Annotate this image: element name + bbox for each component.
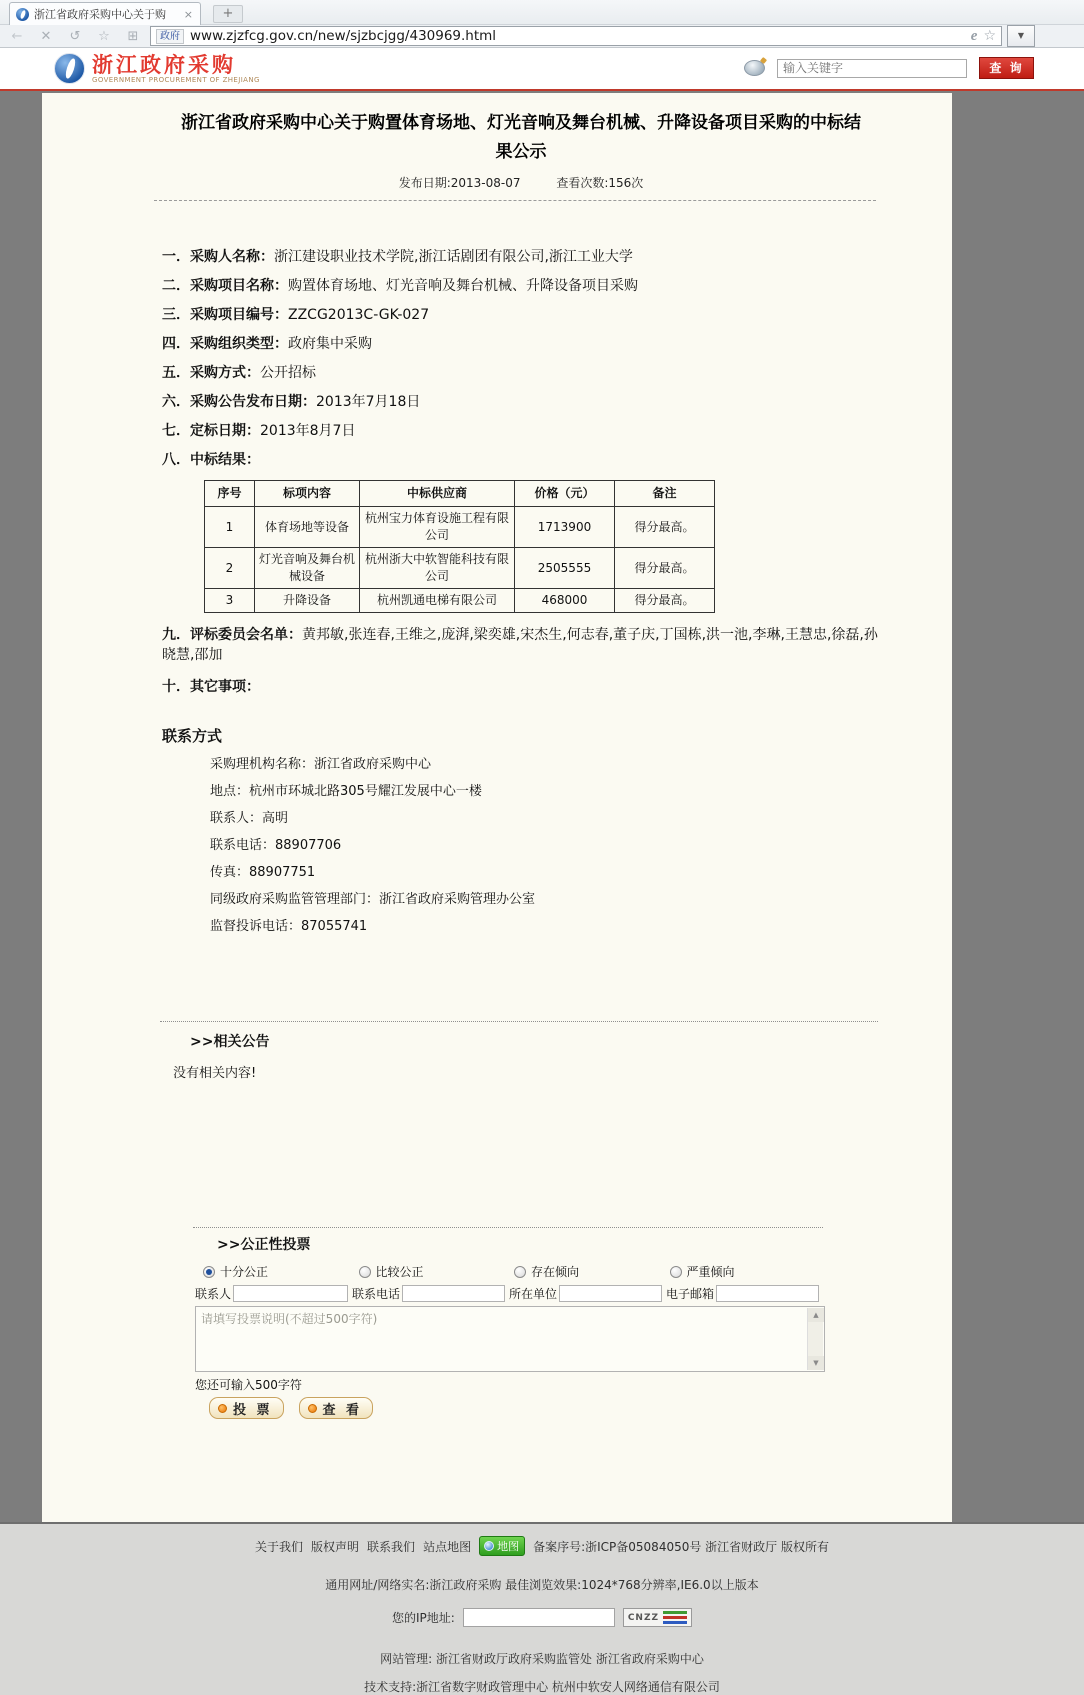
item-other: 十．其它事项：: [162, 679, 260, 695]
item-award-date: 七．定标日期：2013年8月7日: [162, 423, 356, 439]
vote-heading: >>公正性投票: [217, 1237, 311, 1253]
page-title: 浙江省政府采购中心关于购置体育场地、灯光音响及舞台机械、升降设备项目采购的中标结果公示: [181, 113, 861, 162]
contact-supervisor: 同级政府采购监管管理部门：浙江省政府采购管理办公室: [210, 892, 536, 907]
announcement-items: [162, 247, 880, 470]
footer-management-line: 网站管理: 浙江省财政厅政府采购监管处 浙江省政府采购中心: [380, 1652, 704, 1666]
contact-fax: 传真：88907751: [210, 865, 316, 880]
footer-link-sitemap[interactable]: 站点地图: [423, 1539, 472, 1554]
url-text[interactable]: www.zjzfcg.gov.cn/new/sjzbcjgg/430969.html: [190, 28, 497, 44]
tab-bar: [0, 0, 1084, 25]
contact-name-input[interactable]: [233, 1285, 348, 1302]
scroll-up-icon[interactable]: ▲: [808, 1308, 824, 1322]
field-contact-phone: 联系电话: [352, 1285, 509, 1302]
site-identity-badge: 政府: [156, 29, 184, 44]
result-table: [204, 480, 715, 613]
footer-browser-hint: 通用网址/网络实名:浙江政府采购 最佳浏览效果:1024*768分辨率,IE6.0以上版本: [325, 1578, 759, 1592]
textarea-scrollbar[interactable]: [807, 1308, 823, 1370]
grid-icon[interactable]: ⊞: [127, 28, 139, 44]
radio-icon[interactable]: [359, 1266, 371, 1278]
site-logo[interactable]: [54, 53, 260, 84]
publish-date: 发布日期:2013-08-07: [398, 176, 521, 190]
address-dropdown-button[interactable]: ▼: [1007, 25, 1035, 47]
search-input[interactable]: [777, 59, 967, 78]
footer-support-line: 技术支持:浙江省数字财政管理中心 杭州中软安人网络通信有限公司: [364, 1680, 720, 1694]
ip-label: 您的IP地址:: [391, 1611, 455, 1625]
bookmark-star-icon[interactable]: ☆: [983, 28, 996, 44]
logo-globe-icon: [54, 53, 85, 84]
back-icon[interactable]: ←: [11, 28, 23, 44]
browser-tab[interactable]: [9, 2, 201, 25]
vote-options: [203, 1263, 825, 1280]
footer-record-text: 备案序号:浙ICP备05084050号 浙江省财政厅 版权所有: [533, 1539, 829, 1554]
scroll-down-icon[interactable]: ▼: [808, 1356, 824, 1370]
contact-person: 联系人：高明: [210, 811, 289, 826]
view-count: 查看次数:156次: [556, 176, 644, 190]
bullet-icon: [218, 1404, 227, 1413]
site-footer: [0, 1522, 1084, 1695]
bullet-icon: [308, 1404, 317, 1413]
vote-buttons: [209, 1397, 825, 1419]
radio-icon[interactable]: [514, 1266, 526, 1278]
meta-divider: [154, 200, 876, 201]
browser-chrome: [0, 0, 1084, 48]
view-votes-button[interactable]: 查 看: [299, 1397, 374, 1419]
address-bar[interactable]: [150, 26, 1002, 46]
vote-option-severely-biased[interactable]: 严重倾向: [670, 1263, 826, 1280]
vote-fields: [195, 1285, 825, 1302]
related-heading: >>相关公告: [190, 1034, 270, 1050]
col-remark: 备注: [615, 481, 715, 507]
contact-complaint-phone: 监督投诉电话：87055741: [210, 919, 368, 934]
table-row: 1 体育场地等设备 杭州宝力体育设施工程有限公司 1713900 得分最高。: [205, 507, 715, 548]
col-price: 价格（元）: [515, 481, 615, 507]
refresh-icon[interactable]: ↺: [69, 28, 81, 44]
ip-address-input[interactable]: [463, 1608, 615, 1627]
vote-section: [195, 1227, 825, 1419]
stop-icon[interactable]: ✕: [40, 28, 52, 44]
col-lot: 标项内容: [255, 481, 360, 507]
contact-agency: 采购理机构名称：浙江省政府采购中心: [210, 757, 432, 772]
browser-toolbar: [0, 25, 1084, 47]
footer-link-contact[interactable]: 联系我们: [367, 1539, 416, 1554]
map-globe-icon: [484, 1541, 494, 1551]
item-project-no: 三．采购项目编号：ZZCG2013C-GK-027: [162, 307, 430, 323]
contact-phone-input[interactable]: [402, 1285, 505, 1302]
map-badge[interactable]: 地图: [479, 1536, 525, 1556]
related-empty-text: 没有相关内容!: [173, 1066, 257, 1081]
col-supplier: 中标供应商: [360, 481, 515, 507]
vote-option-biased[interactable]: 存在倾向: [514, 1263, 670, 1280]
submit-vote-button[interactable]: 投 票: [209, 1397, 284, 1419]
table-row: 2 灯光音响及舞台机械设备 杭州浙大中软智能科技有限公司 2505555 得分最高。: [205, 548, 715, 589]
item-project-name: 二．采购项目名称：购置体育场地、灯光音响及舞台机械、升降设备项目采购: [162, 278, 638, 294]
item-committee: 九．评标委员会名单：黄邦敏,张连春,王维之,庞湃,梁奕雄,宋杰生,何志春,董子庆,丁国栋,洪一池,李琳,王慧忠,徐磊,孙晓慧,邵加: [162, 627, 878, 663]
related-section: [162, 1021, 880, 1081]
compatibility-view-icon[interactable]: e: [970, 27, 978, 44]
table-header-row: [205, 481, 715, 507]
site-search: [744, 57, 1034, 79]
vote-comment-textarea[interactable]: [195, 1306, 825, 1372]
site-favicon-icon: [16, 8, 29, 21]
vote-divider: [193, 1227, 823, 1228]
field-contact-name: 联系人: [195, 1285, 352, 1302]
favorites-star-icon[interactable]: ☆: [98, 28, 110, 44]
tab-close-icon[interactable]: ×: [183, 7, 193, 21]
email-input[interactable]: [716, 1285, 819, 1302]
item-result: 八．中标结果：: [162, 452, 260, 468]
cnzz-stripes-icon: [663, 1611, 687, 1624]
field-email: 电子邮箱: [666, 1285, 823, 1302]
item-org-type: 四．采购组织类型：政府集中采购: [162, 336, 372, 352]
article-meta: [162, 174, 880, 191]
remaining-chars-hint: 您还可输入500字符: [195, 1378, 302, 1392]
logo-title: 浙江政府采购: [92, 52, 236, 77]
contact-heading: 联系方式: [162, 727, 223, 745]
vote-option-mostly-fair[interactable]: 比较公正: [359, 1263, 515, 1280]
radio-icon[interactable]: [670, 1266, 682, 1278]
footer-links-line: [0, 1536, 1084, 1556]
content-panel: [42, 93, 952, 1522]
logo-subtitle: GOVERNMENT PROCUREMENT OF ZHEJIANG: [92, 75, 260, 84]
footer-ip-line: [0, 1608, 1084, 1627]
search-button[interactable]: 查 询: [979, 57, 1034, 79]
table-row: 3 升降设备 杭州凯通电梯有限公司 468000 得分最高。: [205, 589, 715, 613]
item-method: 五．采购方式：公开招标: [162, 365, 316, 381]
site-header: [0, 48, 1084, 91]
footer-link-about[interactable]: 关于我们: [255, 1539, 304, 1554]
contact-address: 地点：杭州市环城北路305号耀江发展中心一楼: [210, 784, 482, 799]
item-notice-date: 六．采购公告发布日期：2013年7月18日: [162, 394, 421, 410]
cnzz-counter-badge[interactable]: CNZZ: [623, 1608, 692, 1627]
new-tab-button[interactable]: +: [213, 5, 243, 23]
work-unit-input[interactable]: [559, 1285, 662, 1302]
contact-phone: 联系电话：88907706: [210, 838, 342, 853]
related-divider: [160, 1021, 878, 1022]
search-globe-icon: [744, 60, 765, 76]
field-work-unit: 所在单位: [509, 1285, 666, 1302]
footer-link-copyright[interactable]: 版权声明: [311, 1539, 360, 1554]
col-seq: 序号: [205, 481, 255, 507]
radio-selected-icon[interactable]: [203, 1266, 215, 1278]
tab-title: 浙江省政府采购中心关于购: [34, 8, 166, 21]
item-buyer: 一．采购人名称：浙江建设职业技术学院,浙江话剧团有限公司,浙江工业大学: [162, 249, 633, 265]
textarea-placeholder: 请填写投票说明(不超过500字符): [201, 1312, 378, 1326]
vote-option-fair[interactable]: 十分公正: [203, 1263, 359, 1280]
